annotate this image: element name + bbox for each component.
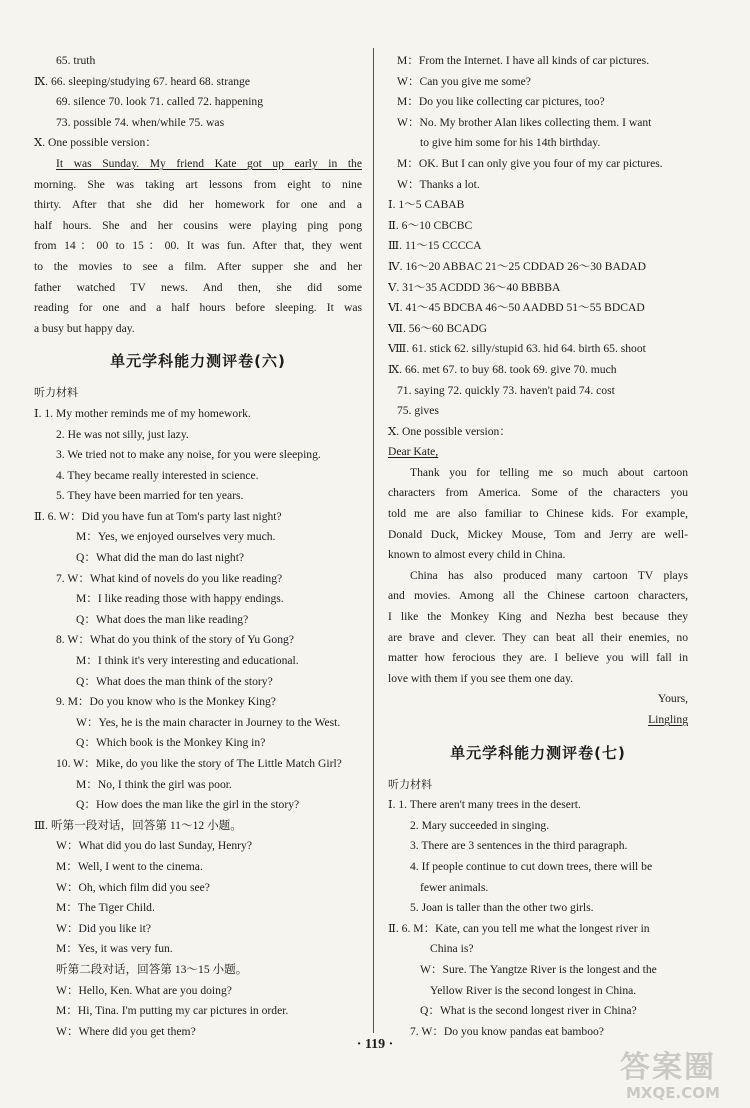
text-line: reading for one and a half hours before sleeping. It was [34, 301, 362, 315]
text-line: Ⅱ. 6～10 CBCBC [388, 218, 473, 232]
column-divider [373, 48, 374, 1033]
text-line: and movies. Among all the Chinese cartoon characters, [388, 589, 688, 603]
text-line: W：Yes, he is the main character in Journey to the West. [76, 715, 341, 729]
text-line: 69. silence 70. look 71. called 72. happening [56, 95, 264, 109]
text-line: Thank you for telling me so much about cartoon [410, 465, 688, 479]
text-line: characters from America. Some of the characters you [388, 486, 688, 500]
text-line: M：Do you like collecting car pictures, too? [397, 95, 605, 109]
text-line: Yellow River is the second longest in China. [430, 983, 637, 997]
text-line: M：From the Internet. I have all kinds of car pictures. [397, 54, 650, 67]
watermark-text: 答案圈 [620, 1050, 716, 1085]
text-line: Donald Duck, Mickey Mouse, Tom and Jerry are well- [388, 527, 688, 541]
text-line: Dear Kate, [388, 445, 439, 459]
text-line: China is? [430, 942, 474, 956]
text-line: Ⅰ. 1. My mother reminds me of my homework. [34, 406, 251, 420]
text-line: Ⅹ. One possible version： [388, 424, 511, 438]
text-line: 2. He was not silly, just lazy. [56, 427, 189, 441]
text-line: are brave and clever. They can beat all their enemies, no [388, 630, 688, 644]
text-line: Ⅸ. 66. met 67. to buy 68. took 69. give 70. much [388, 362, 617, 376]
text-line: 7. W：What kind of novels do you like reading? [56, 571, 283, 585]
section-subheading: 听力材料 [388, 777, 432, 791]
text-line: Ⅳ. 16～20 ABBAC 21～25 CDDAD 26～30 BADAD [388, 259, 646, 273]
text-line: Ⅵ. 41～45 BDCBA 46～50 AADBD 51～55 BDCAD [388, 301, 645, 315]
text-line: Ⅱ. 6. W：Did you have fun at Tom's party last night? [34, 509, 282, 523]
text-line: 听第二段对话，回答第 13～15 小题。 [56, 962, 248, 976]
text-line: 75. gives [397, 404, 439, 418]
text-line: Ⅶ. 56～60 BCADG [388, 321, 488, 335]
text-line: W：Thanks a lot. [397, 177, 480, 191]
text-line: W：Sure. The Yangtze River is the longest and the [420, 962, 657, 976]
watermark-url: MXQE.COM [626, 1084, 720, 1102]
text-line: Ⅹ. One possible version： [34, 136, 157, 150]
text-line: Ⅰ. 1. There aren't many trees in the desert. [388, 798, 581, 812]
text-line: 8. W：What do you think of the story of Yu Gong? [56, 633, 294, 647]
text-line: 2. Mary succeeded in singing. [410, 818, 550, 832]
text-line: thirty. After that she did her homework for one and a [34, 198, 362, 212]
text-line: Ⅴ. 31～35 ACDDD 36～40 BBBBA [388, 280, 561, 294]
text-line: 3. There are 3 sentences in the third paragraph. [410, 839, 628, 853]
text-line: Q：Which book is the Monkey King in? [76, 736, 266, 750]
text-line: 71. saying 72. quickly 73. haven't paid 74. cost [397, 383, 615, 397]
text-line: W：Did you like it? [56, 921, 151, 935]
text-line: M：I think it's very interesting and educational. [76, 654, 299, 668]
text-line: M：Well, I went to the cinema. [56, 859, 203, 873]
section-subheading: 听力材料 [34, 386, 78, 400]
text-line: morning. She was taking art lessons from eight to nine [34, 177, 362, 191]
text-line: 10. W：Mike, do you like the story of The Little Match Girl? [56, 757, 342, 770]
text-line: Ⅱ. 6. M：Kate, can you tell me what the longest river in [388, 921, 650, 935]
section-heading: 单元学科能力测评卷(六) [110, 352, 286, 371]
text-line: It was Sunday. My friend Kate got up early in the [56, 156, 362, 170]
text-line: told me are also familiar to Chinese kids. For example, [388, 507, 688, 521]
text-line: Ⅰ. 1～5 CABAB [388, 198, 465, 212]
text-line: M：I like reading those with happy endings. [76, 592, 284, 606]
text-line: 73. possible 74. when/while 75. was [56, 115, 225, 129]
text-line: W：What did you do last Sunday, Henry? [56, 839, 252, 853]
text-line: to give him some for his 14th birthday. [420, 136, 601, 150]
text-line: 5. Joan is taller than the other two girls. [410, 901, 594, 915]
text-line: W：Can you give me some? [397, 74, 531, 88]
text-line: W：Oh, which film did you see? [56, 880, 210, 894]
text-line: M：OK. But I can only give you four of my car pictures. [397, 156, 663, 170]
text-line: father watched TV news. And then, she did some [34, 280, 362, 294]
text-line: 65. truth [56, 54, 96, 67]
text-line: 9. M：Do you know who is the Monkey King? [56, 695, 276, 709]
page-number: · 119 · [356, 1037, 394, 1052]
text-line: a busy but happy day. [34, 321, 135, 335]
text-line: from 14：00 to 15：00. It was fun. After that, they went [34, 239, 362, 253]
text-line: Q：How does the man like the girl in the story? [76, 798, 300, 812]
text-line: known to almost every child in China. [388, 548, 566, 562]
text-line: M：No, I think the girl was poor. [76, 777, 232, 791]
watermark-logo [620, 1052, 748, 1106]
text-line: M：Yes, it was very fun. [56, 942, 173, 956]
text-line: Q：What does the man like reading? [76, 612, 249, 626]
text-line: 5. They have been married for ten years. [56, 489, 244, 503]
text-line: Ⅲ. 听第一段对话，回答第 11～12 小题。 [34, 818, 242, 832]
text-line: Q：What does the man think of the story? [76, 674, 273, 688]
text-line: M：Yes, we enjoyed ourselves very much. [76, 530, 276, 544]
left-column [34, 51, 362, 1042]
text-line: 4. They became really interested in science. [56, 468, 259, 482]
text-line: Ⅲ. 11～15 CCCCA [388, 239, 482, 253]
text-line: China has also produced many cartoon TV plays [410, 568, 688, 582]
text-line: M：Hi, Tina. I'm putting my car pictures in order. [56, 1004, 289, 1018]
text-line: Yours, [657, 692, 688, 706]
text-line: fewer animals. [420, 880, 489, 894]
text-line: Ⅸ. 66. sleeping/studying 67. heard 68. strange [34, 74, 250, 88]
text-line: love with them if you see them one day. [388, 671, 574, 685]
text-line: to the movies to see a film. After supper she and her [34, 259, 362, 273]
text-line: W：Hello, Ken. What are you doing? [56, 983, 232, 997]
section-heading: 单元学科能力测评卷(七) [450, 743, 626, 762]
text-line: Q：What is the second longest river in China? [420, 1004, 637, 1018]
text-line: Lingling [648, 713, 688, 726]
text-line: M：The Tiger Child. [56, 901, 155, 915]
text-line: W：No. My brother Alan likes collecting them. I want [397, 115, 652, 129]
text-line: 4. If people continue to cut down trees, there will be [410, 859, 653, 873]
text-line: I like the Monkey King and Nezha best because they [388, 610, 688, 624]
text-line: 3. We tried not to make any noise, for you were sleeping. [56, 448, 321, 462]
text-line: W：Where did you get them? [56, 1024, 196, 1038]
text-line: matter how ferocious they are. I believe you will fall in [388, 651, 688, 665]
text-line: Q：What did the man do last night? [76, 551, 245, 565]
text-line: half hours. She and her cousins were playing ping pong [34, 218, 362, 232]
text-line: 7. W：Do you know pandas eat bamboo? [410, 1024, 604, 1038]
text-line: Ⅷ. 61. stick 62. silly/stupid 63. hid 64. birth 65. shoot [388, 342, 646, 356]
right-column [388, 51, 688, 1042]
